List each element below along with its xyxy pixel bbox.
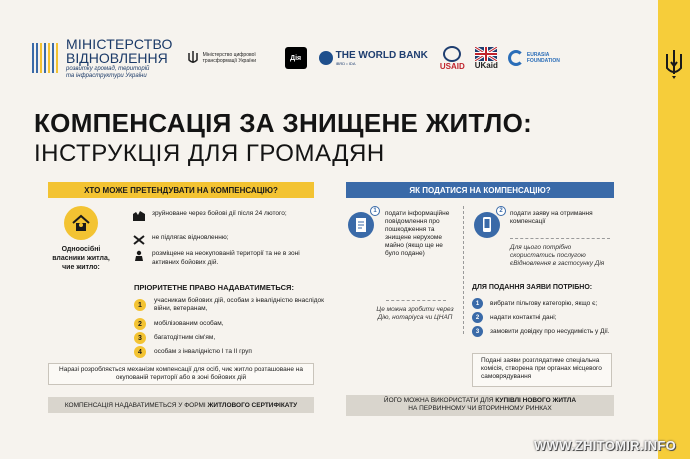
divider: [510, 238, 610, 239]
ministry-name-line1: МІНІСТЕРСТВО: [66, 35, 173, 52]
commission-note: Подані заяви розглядатиме спеціальна комісія, створена при органах місцевого самоврядування: [472, 353, 612, 387]
worldbank-subtext: IBRD • IDA: [335, 61, 356, 66]
priority-text: учасникам бойових дій, особам з інвалідністю внаслідок війни, ветеранам,: [154, 297, 324, 312]
gold-side-strip: [658, 0, 690, 459]
usage-bar-bold: КУПІВЛІ НОВОГО ЖИТЛА: [495, 397, 577, 404]
destroyed-building-icon: [132, 210, 146, 222]
column-divider: [463, 206, 464, 334]
page-title: КОМПЕНСАЦІЯ ЗА ЗНИЩЕНЕ ЖИТЛО:: [34, 108, 533, 138]
uk-flag-icon: [475, 47, 497, 61]
ministry-name-line2: ВІДНОВЛЕННЯ: [66, 49, 168, 66]
diia-logo: Дія: [285, 47, 307, 69]
step1-text: подати інформаційне повідомлення про пошкодження та знищене нерухоме майно (якщо ще не було подане): [385, 210, 450, 257]
trident-small-icon: [187, 50, 199, 66]
step2-text: подати заяву на отримання компенсації: [510, 210, 593, 225]
broken-tools-icon: [132, 234, 146, 246]
priority-number: 2: [134, 318, 146, 330]
worldbank-text: THE WORLD BANK: [335, 50, 428, 61]
divider: [386, 300, 446, 301]
ukaid-text: UKaid: [474, 60, 498, 70]
usaid-text: USAID: [439, 61, 465, 71]
requirement-text: надати контактні дані;: [490, 313, 557, 321]
digital-ministry-text: Міністерство цифрової трансформації України: [202, 52, 257, 64]
phone-app-icon: [474, 212, 500, 238]
priority-item: [134, 346, 324, 358]
house-owner-icon: [64, 206, 98, 240]
condition-text: зруйноване через бойові дії після 24 лютого;: [152, 210, 287, 217]
page-subtitle: ІНСТРУКЦІЯ ДЛЯ ГРОМАДЯН: [34, 140, 385, 167]
requirement-text: замовити довідку про несудимість у Дії.: [490, 327, 610, 335]
priority-item: [134, 297, 324, 313]
condition-item: [132, 234, 327, 246]
requirement-item: [472, 298, 620, 309]
certificate-bar: [48, 397, 314, 413]
occupied-territory-note: Наразі розробляється механізм компенсації для осіб, чиє житло розташоване на окупованій території або в зоні бойових дій: [48, 363, 314, 385]
step1-note: Це можна зробити через Дію, нотаріуса чи ЦНАП: [376, 306, 454, 321]
eurasia-e-icon: [508, 50, 524, 66]
requirement-item: [472, 326, 620, 337]
worldbank-logo: [319, 50, 428, 66]
priority-text: багатодітним сім'ям,: [154, 334, 216, 341]
certificate-bar-bold: ЖИТЛОВОГО СЕРТИФІКАТУ: [207, 401, 298, 409]
eurasia-logo: [508, 50, 571, 66]
requirement-item: [472, 312, 620, 323]
owners-label: Одноосібні власники житла, чие житло:: [52, 246, 110, 271]
priority-number: 4: [134, 346, 146, 358]
document-form-icon: [348, 212, 374, 238]
who-eligible-heading: ХТО МОЖЕ ПРЕТЕНДУВАТИ НА КОМПЕНСАЦІЮ?: [48, 182, 314, 198]
soldier-icon: [132, 250, 146, 262]
logo-row: [32, 35, 613, 79]
ukaid-logo: [475, 47, 498, 70]
how-apply-heading: ЯК ПОДАТИСЯ НА КОМПЕНСАЦІЮ?: [346, 182, 614, 198]
step2-note: Для цього потрібно скористатись послугою єВідновлення в застосунку Дія: [510, 244, 605, 267]
priority-number: 1: [134, 299, 146, 311]
step-number: 2: [496, 206, 506, 216]
condition-text: розміщене на неокупованій території та не в зоні активних бойових дій.: [152, 250, 300, 266]
ministry-name-line3: розвитку громад, територій та інфраструктури України: [66, 65, 150, 79]
requirement-text: вибрати пільгову категорію, якщо є;: [490, 299, 598, 307]
globe-icon: [319, 51, 333, 65]
requirement-number: 1: [472, 298, 483, 309]
eurasia-text: EURASIA FOUNDATION: [526, 52, 560, 64]
usage-bar: [346, 395, 614, 416]
priority-text: мобілізованим особам,: [154, 320, 224, 327]
usage-bar-text: ЙОГО МОЖНА ВИКОРИСТАТИ ДЛЯ: [383, 397, 496, 404]
step-number: 1: [370, 206, 380, 216]
trident-icon: [664, 48, 684, 80]
digital-ministry-logo: [187, 50, 277, 66]
condition-text: не підлягає відновленню;: [152, 234, 229, 241]
requirement-number: 2: [472, 312, 483, 323]
ministry-logo: [32, 37, 173, 80]
condition-item: [132, 210, 327, 222]
priority-item: [134, 332, 324, 344]
ministry-mark-icon: [32, 43, 60, 73]
priority-number: 3: [134, 332, 146, 344]
requirement-number: 3: [472, 326, 483, 337]
priority-heading: ПРІОРИТЕТНЕ ПРАВО НАДАВАТИМЕТЬСЯ:: [134, 283, 294, 292]
usage-bar-line2: НА ПЕРВИННОМУ ЧИ ВТОРИННОМУ РИНКАХ: [408, 405, 552, 412]
site-watermark: WWW.ZHITOMIR.INFO: [533, 438, 676, 453]
usaid-seal-icon: [443, 46, 461, 62]
priority-item: [134, 318, 324, 330]
usaid-logo: [440, 46, 465, 71]
requirements-heading: ДЛЯ ПОДАННЯ ЗАЯВИ ПОТРІБНО:: [472, 284, 593, 291]
certificate-bar-text: КОМПЕНСАЦІЯ НАДАВАТИМЕТЬСЯ У ФОРМІ: [64, 401, 208, 409]
condition-item: [132, 250, 327, 267]
priority-text: особам з інвалідністю І та ІІ груп: [154, 348, 252, 355]
